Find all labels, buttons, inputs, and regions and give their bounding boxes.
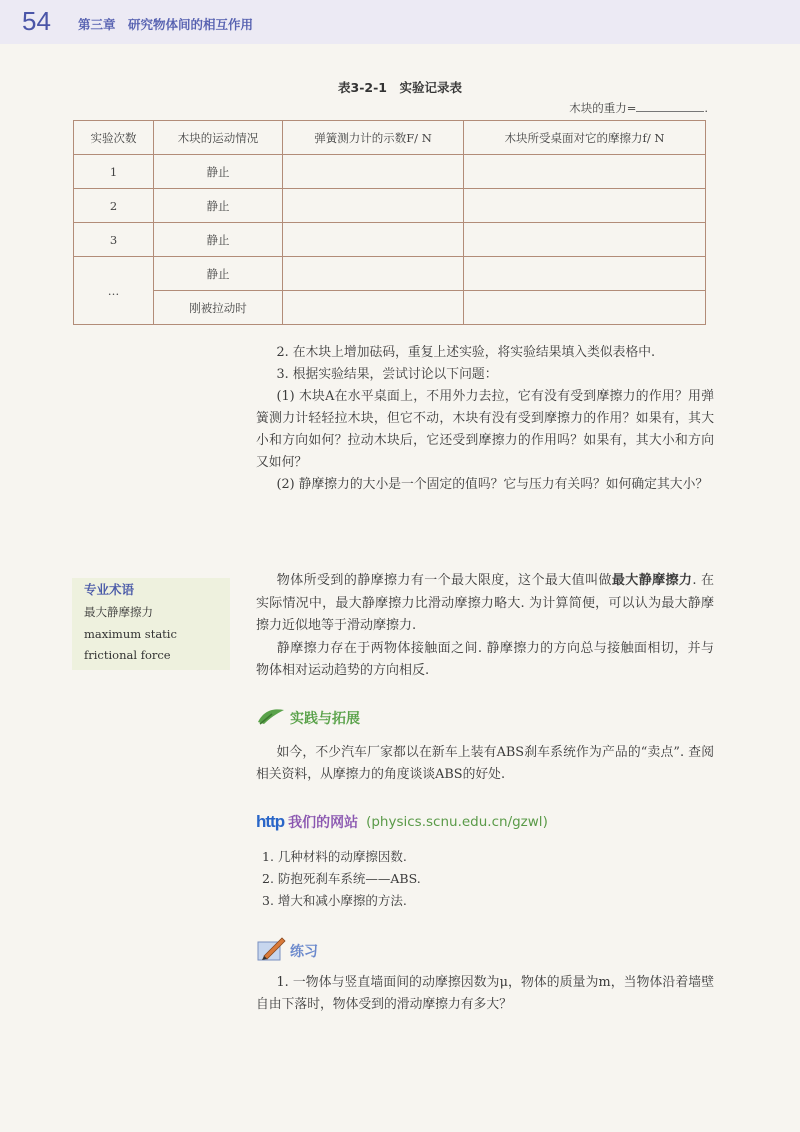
terminology-sidebar [72, 578, 230, 670]
step-3: 3. 根据实验结果，尝试讨论以下问题： [276, 367, 498, 382]
exercise-block [256, 972, 714, 1016]
empty-cell [464, 155, 706, 189]
paragraph-static-friction-direction: 静摩擦力存在于两物体接触面之间. 静摩擦力的方向总与接触面相切，并与物体相对运动趋势的方向相反. [256, 640, 714, 678]
block-weight-label: 木块的重力= [569, 101, 637, 115]
chapter-title: 第三章 研究物体间的相互作用 [78, 17, 254, 32]
empty-cell [283, 257, 464, 291]
http-logo-text: http [256, 812, 285, 831]
table-row [74, 223, 706, 257]
table-row [74, 189, 706, 223]
term-english-2: frictional force [84, 648, 171, 662]
exercise-question-1: 1. 一物体与竖直墙面间的动摩擦因数为μ，物体的质量为m，当物体沿着墙壁自由下落时，物体受到的滑动摩擦力有多大？ [256, 975, 714, 1012]
trial-number: … [74, 257, 154, 325]
empty-cell [283, 291, 464, 325]
practice-text-block [256, 742, 714, 786]
empty-cell [283, 223, 464, 257]
table-header-row [74, 121, 706, 155]
term-english-1: maximum static [84, 627, 177, 641]
empty-cell [464, 189, 706, 223]
table-row [74, 257, 706, 291]
page-number: 54 [22, 6, 51, 36]
block-weight-line [569, 100, 708, 116]
table-title: 表3-2-1 实验记录表 [338, 80, 462, 95]
body-text [256, 570, 714, 683]
experiment-steps [256, 342, 714, 496]
exercise-heading [256, 936, 318, 966]
trial-number: 2 [74, 189, 154, 223]
empty-cell [464, 291, 706, 325]
sidebar-title: 专业术语 [84, 582, 135, 597]
column-header: 木块的运动情况 [154, 121, 283, 155]
table-row [74, 155, 706, 189]
motion-state: 刚被拉动时 [154, 291, 283, 325]
experiment-record-table [73, 120, 706, 325]
empty-cell [283, 189, 464, 223]
exercise-heading-text: 练习 [290, 944, 318, 960]
website-heading-text: 我们的网站 [288, 815, 359, 831]
block-weight-suffix: . [704, 101, 708, 115]
paragraph-text: . 在实际情况中，最大静摩擦力比滑动摩擦力略大. 为计算简便，可以认为最大静摩擦力近似地等于滑动摩擦力. [256, 573, 714, 633]
trial-number: 1 [74, 155, 154, 189]
motion-state: 静止 [154, 189, 283, 223]
paragraph-text: 物体所受到的静摩擦力有一个最大限度，这个最大值叫做 [276, 573, 612, 588]
term-chinese: 最大静摩擦力 [84, 605, 153, 619]
practice-heading-text: 实践与拓展 [290, 711, 360, 727]
bold-term: 最大静摩擦力 [611, 573, 693, 588]
trial-number: 3 [74, 223, 154, 257]
motion-state: 静止 [154, 223, 283, 257]
pencil-notebook-icon [256, 936, 286, 966]
practice-heading [256, 706, 360, 730]
empty-cell [464, 257, 706, 291]
website-topic-list [262, 846, 702, 912]
column-header: 实验次数 [74, 121, 154, 155]
list-item: 2. 防抱死刹车系统——ABS. [262, 871, 421, 886]
page-header [0, 0, 800, 44]
practice-text: 如今，不少汽车厂家都以在新车上装有ABS刹车系统作为产品的“卖点”. 查阅相关资料，从摩擦力的角度谈谈ABS的好处. [256, 745, 714, 782]
column-header: 木块所受桌面对它的摩擦力f/ N [464, 121, 706, 155]
question-2: (2) 静摩擦力的大小是一个固定的值吗？它与压力有关吗？如何确定其大小？ [276, 477, 709, 492]
website-url: (physics.scnu.edu.cn/gzwl) [366, 814, 548, 830]
column-header: 弹簧测力计的示数F/ N [283, 121, 464, 155]
http-logo-icon [256, 812, 284, 832]
empty-cell [464, 223, 706, 257]
list-item: 3. 增大和减小摩擦的方法. [262, 893, 407, 908]
website-heading [256, 812, 548, 832]
paragraph-max-static-friction [256, 570, 714, 638]
motion-state: 静止 [154, 155, 283, 189]
question-1: (1) 木块A在水平桌面上，不用外力去拉，它有没有受到摩擦力的作用？用弹簧测力计轻轻拉木块，但它不动，木块有没有受到摩擦力的作用？如果有，其大小和方向如何？拉动木块后，它还受到摩擦力的作用吗？如果有，其大小和方向又如何？ [256, 389, 714, 470]
leaf-icon [256, 706, 286, 730]
block-weight-blank [636, 100, 704, 112]
motion-state: 静止 [154, 257, 283, 291]
step-2: 2. 在木块上增加砝码，重复上述实验，将实验结果填入类似表格中. [276, 345, 656, 360]
table-row [74, 291, 706, 325]
list-item: 1. 几种材料的动摩擦因数. [262, 849, 407, 864]
empty-cell [283, 155, 464, 189]
